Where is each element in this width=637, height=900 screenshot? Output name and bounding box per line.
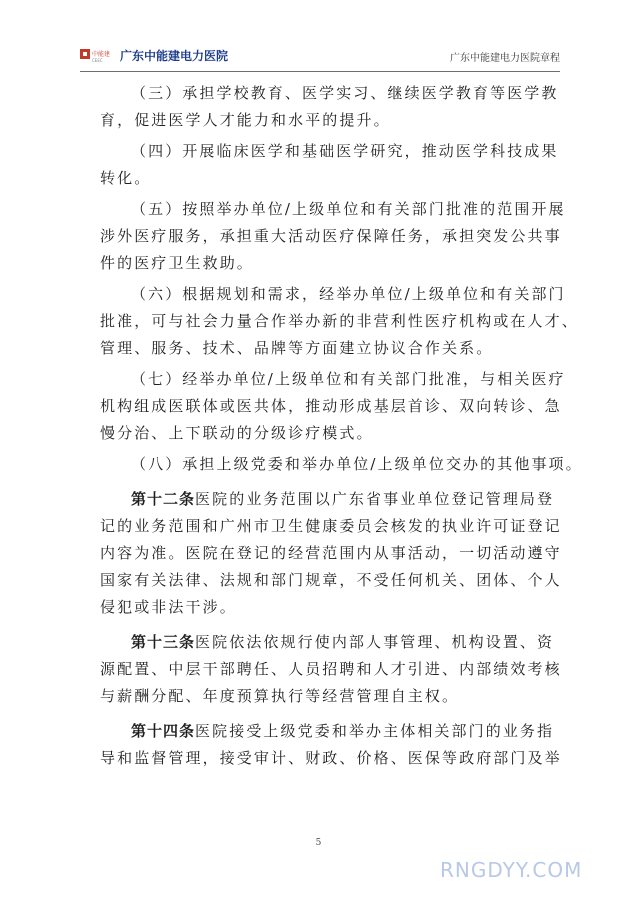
text-line: 机构组成医联体或医共体，推动形成基层首诊、双向转诊、急 xyxy=(100,397,562,415)
clause-six xyxy=(100,281,579,362)
document-title: 广东中能建电力医院章程 xyxy=(450,53,560,64)
page-header xyxy=(80,46,560,70)
hospital-logo xyxy=(80,48,114,66)
text-line xyxy=(100,629,560,656)
text-line: 件的医疗卫生救助。 xyxy=(100,254,254,272)
article-label: 第十四条 xyxy=(131,722,196,740)
text-line: （四）开展临床医学和基础医学研究，推动医学科技成果 xyxy=(131,142,559,160)
text-line: 转化。 xyxy=(100,169,152,187)
clause-eight xyxy=(100,451,583,478)
article-fourteen xyxy=(100,718,560,772)
text-line: 与薪酬分配、年度预算执行等经营管理自主权。 xyxy=(100,687,460,705)
logo-mark-icon xyxy=(80,48,92,60)
clause-four xyxy=(100,138,560,192)
document-body xyxy=(100,80,583,772)
text-line: 导和监督管理，接受审计、财政、价格、医保等政府部门及举 xyxy=(100,749,562,767)
text-line: 涉外医疗服务，承担重大活动医疗保障任务，承担突发公共事 xyxy=(100,227,562,245)
text-line: 管理、服务、技术、品牌等方面建立协议合作关系。 xyxy=(100,339,494,357)
text-line: 批准，可与社会力量合作举办新的非营利性医疗机构或在人才、 xyxy=(100,312,579,330)
text-line: （七）经举办单位/上级单位和有关部门批准，与相关医疗 xyxy=(131,370,566,388)
logo-subtext: CEEC xyxy=(92,58,103,63)
clause-five xyxy=(100,196,566,277)
article-first-line: 医院的业务范围以广东省事业单位登记管理局登 xyxy=(195,490,555,508)
text-line: 记的业务范围和广州市卫生健康委员会核发的执业许可证登记 xyxy=(100,517,562,535)
text-line: 源配置、中层干部聘任、人员招聘和人才引进、内部绩效考核 xyxy=(100,660,562,678)
article-first-line: 医院接受上级党委和举办主体相关部门的业务指 xyxy=(195,722,555,740)
header-divider xyxy=(80,71,560,72)
article-thirteen xyxy=(100,629,560,710)
text-line: （五）按照举办单位/上级单位和有关部门批准的范围开展 xyxy=(131,200,566,218)
article-twelve xyxy=(100,486,560,621)
watermark: RNGDYY.COM xyxy=(440,858,583,882)
text-line: 内容为准。医院在登记的经营范围内从事活动，一切活动遵守 xyxy=(100,544,562,562)
text-line: 慢分治、上下联动的分级诊疗模式。 xyxy=(100,424,374,442)
article-label: 第十二条 xyxy=(131,490,196,508)
text-line: （八）承担上级党委和举办单位/上级单位交办的其他事项。 xyxy=(131,455,583,473)
hospital-name: 广东中能建电力医院 xyxy=(120,49,229,63)
logo-text: 中能建 xyxy=(92,51,111,58)
text-line: 侵犯或非法干涉。 xyxy=(100,598,237,616)
clause-seven xyxy=(100,366,566,447)
article-first-line: 医院依法依规行使内部人事管理、机构设置、资 xyxy=(195,633,555,651)
text-line: 国家有关法律、法规和部门规章，不受任何机关、团体、个人 xyxy=(100,571,562,589)
text-line xyxy=(100,718,560,745)
page-number: 5 xyxy=(315,838,322,848)
clause-three xyxy=(100,80,560,134)
text-line: （六）根据规划和需求，经举办单位/上级单位和有关部门 xyxy=(131,285,566,303)
text-line: （三）承担学校教育、医学实习、继续医学教育等医学教 xyxy=(131,84,559,102)
article-label: 第十三条 xyxy=(131,633,196,651)
text-line xyxy=(100,486,560,513)
text-line: 育，促进医学人才能力和水平的提升。 xyxy=(100,111,391,129)
